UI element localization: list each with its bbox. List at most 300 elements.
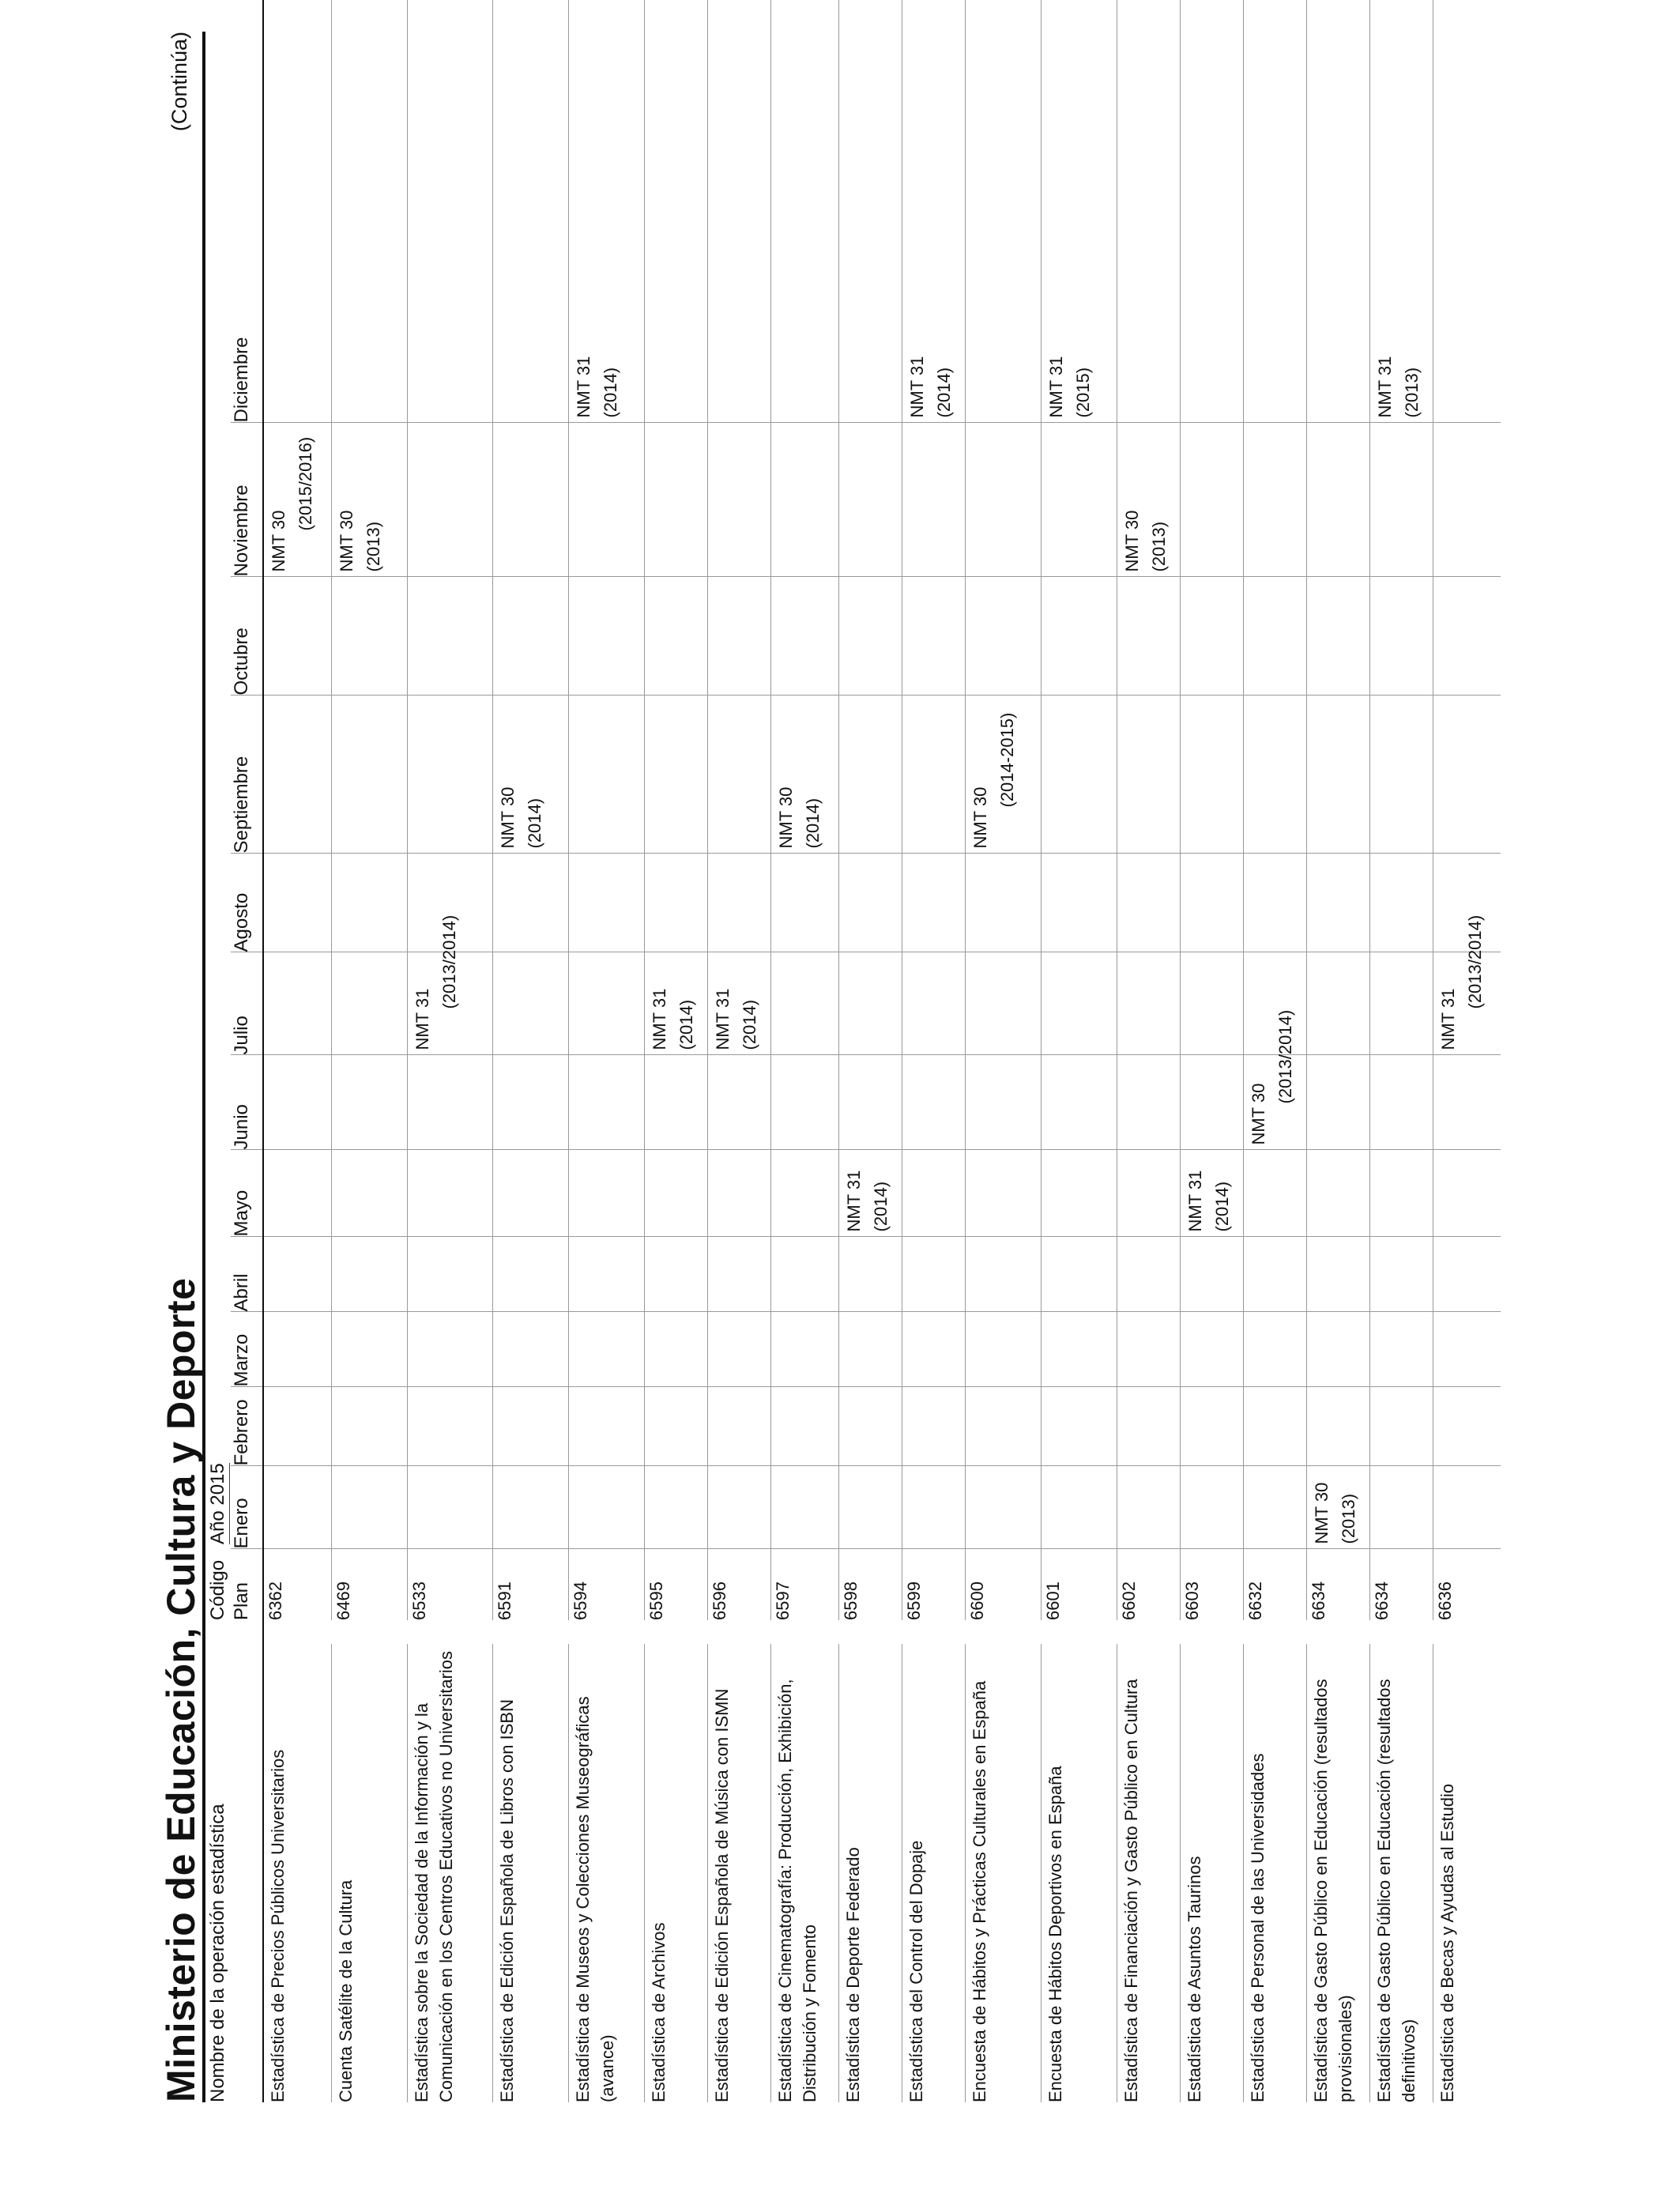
month-cell xyxy=(838,1387,902,1466)
month-cell xyxy=(568,1237,644,1312)
month-cell xyxy=(1117,1387,1180,1466)
month-cell xyxy=(1433,1466,1501,1549)
month-header: Enero xyxy=(231,1466,263,1549)
month-cell xyxy=(1243,577,1306,696)
month-cell xyxy=(331,577,407,696)
month-cell xyxy=(407,1387,492,1466)
month-cell xyxy=(770,952,838,1055)
month-cell xyxy=(838,1150,902,1237)
month-cell xyxy=(1117,0,1180,423)
month-cell xyxy=(1306,854,1369,952)
month-header: Mayo xyxy=(231,1150,263,1237)
month-cell xyxy=(1041,1387,1117,1466)
month-cell xyxy=(568,577,644,696)
table-row xyxy=(1306,0,1369,2102)
month-cell xyxy=(1041,1150,1117,1237)
header-rule xyxy=(202,32,205,2102)
operation-name: Estadística de Archivos xyxy=(644,1644,707,2102)
col-codigo-header: Código xyxy=(207,1559,228,1620)
month-cell xyxy=(1306,1387,1369,1466)
month-cell xyxy=(492,1387,568,1466)
month-cell xyxy=(331,1466,407,1549)
month-cell xyxy=(263,854,331,952)
month-cell xyxy=(1306,696,1369,854)
month-cell xyxy=(568,1150,644,1237)
plan-code: 6603 xyxy=(1180,1549,1243,1620)
month-cell xyxy=(1369,1055,1433,1150)
month-cell xyxy=(407,1312,492,1387)
month-cell xyxy=(707,952,770,1055)
month-cell xyxy=(1041,1237,1117,1312)
month-cell xyxy=(492,696,568,854)
publication-norm: NMT 30 xyxy=(970,786,990,849)
month-cell xyxy=(838,854,902,952)
month-cell xyxy=(263,1312,331,1387)
table-row xyxy=(492,0,568,2102)
operation-name: Estadística de Asuntos Taurinos xyxy=(1180,1644,1243,2102)
table-row xyxy=(902,0,965,2102)
month-cell xyxy=(331,1387,407,1466)
month-cell xyxy=(1041,1055,1117,1150)
month-cell xyxy=(407,1150,492,1237)
month-header: Julio xyxy=(231,952,263,1055)
reference-period: (2014-2015) xyxy=(996,712,1017,808)
reference-period: (2013/2014) xyxy=(1464,914,1485,1009)
reference-period: (2013) xyxy=(1401,367,1422,418)
plan-code: 6533 xyxy=(407,1549,492,1620)
month-cell xyxy=(1117,854,1180,952)
month-cell xyxy=(770,1150,838,1237)
plan-code: 6634 xyxy=(1306,1549,1369,1620)
month-header: Junio xyxy=(231,1055,263,1150)
month-cell xyxy=(1041,1466,1117,1549)
month-cell xyxy=(902,1312,965,1387)
col-plan-header: Plan xyxy=(231,1581,252,1620)
publication-norm: NMT 31 xyxy=(412,988,432,1050)
table-row xyxy=(965,0,1041,2102)
month-cell xyxy=(331,1055,407,1150)
month-cell xyxy=(263,952,331,1055)
month-cell xyxy=(1243,696,1306,854)
month-cell xyxy=(1243,1466,1306,1549)
month-cell xyxy=(770,0,838,423)
month-cell xyxy=(492,1237,568,1312)
month-cell xyxy=(644,1150,707,1237)
month-cell xyxy=(1243,1312,1306,1387)
month-cell xyxy=(1369,1387,1433,1466)
month-cell xyxy=(1117,1237,1180,1312)
publication-norm: NMT 30 xyxy=(1248,1083,1268,1145)
month-cell xyxy=(1306,952,1369,1055)
month-cell xyxy=(331,0,407,423)
month-header: Octubre xyxy=(231,577,263,696)
month-cell xyxy=(1180,1466,1243,1549)
month-cell xyxy=(707,854,770,952)
reference-period: (2013) xyxy=(1148,521,1169,572)
month-cell xyxy=(644,1466,707,1549)
table-row xyxy=(1041,0,1117,2102)
month-cell xyxy=(1117,952,1180,1055)
month-header: Marzo xyxy=(231,1312,263,1387)
operation-name: Estadística de Museos y Colecciones Museográficas (avance) xyxy=(568,1644,644,2102)
month-cell xyxy=(902,1237,965,1312)
month-cell xyxy=(407,696,492,854)
month-cell xyxy=(492,1150,568,1237)
month-cell xyxy=(902,1387,965,1466)
month-cell xyxy=(1369,696,1433,854)
reference-period: (2013) xyxy=(1338,1493,1358,1544)
reference-period: (2014) xyxy=(739,999,759,1050)
month-cell xyxy=(838,577,902,696)
month-cell xyxy=(263,1237,331,1312)
month-cell xyxy=(1117,1466,1180,1549)
plan-code: 6598 xyxy=(838,1549,902,1620)
operation-name: Estadística de Becas y Ayudas al Estudio xyxy=(1433,1644,1501,2102)
reference-period: (2014) xyxy=(802,797,823,849)
month-cell xyxy=(331,854,407,952)
month-cell xyxy=(707,1466,770,1549)
header-row-2 xyxy=(231,0,263,2102)
month-cell xyxy=(1180,1055,1243,1150)
month-cell xyxy=(1306,577,1369,696)
month-cell xyxy=(1180,1237,1243,1312)
table-row xyxy=(1369,0,1433,2102)
month-cell xyxy=(331,1312,407,1387)
plan-code: 6634 xyxy=(1369,1549,1433,1620)
operation-name: Estadística de Gasto Público en Educación (resultados definitivos) xyxy=(1369,1644,1433,2102)
reference-period: (2015/2016) xyxy=(296,436,316,531)
month-cell xyxy=(1433,1150,1501,1237)
month-cell xyxy=(644,1237,707,1312)
operation-name: Cuenta Satélite de la Cultura xyxy=(331,1644,407,2102)
month-cell xyxy=(1041,952,1117,1055)
reference-period: (2015) xyxy=(1072,367,1093,418)
plan-code: 6601 xyxy=(1041,1549,1117,1620)
operation-name: Estadística de Edición Española de Música con ISMN xyxy=(707,1644,770,2102)
month-cell xyxy=(1180,696,1243,854)
plan-code: 6594 xyxy=(568,1549,644,1620)
month-cell xyxy=(770,854,838,952)
month-cell xyxy=(838,1312,902,1387)
publication-norm: NMT 31 xyxy=(1374,356,1395,418)
month-cell xyxy=(1369,854,1433,952)
month-cell xyxy=(902,1466,965,1549)
month-cell xyxy=(1369,0,1433,423)
month-cell xyxy=(263,1150,331,1237)
month-cell xyxy=(644,854,707,952)
month-cell xyxy=(1180,952,1243,1055)
publication-norm: NMT 31 xyxy=(649,988,669,1050)
month-cell xyxy=(331,952,407,1055)
month-cell xyxy=(965,577,1041,696)
month-cell xyxy=(770,423,838,577)
month-cell xyxy=(1180,423,1243,577)
operation-name: Estadística de Cinematografía: Producción, Exhibición, Distribución y Fomento xyxy=(770,1644,838,2102)
month-cell xyxy=(1433,1312,1501,1387)
month-cell xyxy=(331,1237,407,1312)
month-cell xyxy=(331,1150,407,1237)
month-cell xyxy=(838,1466,902,1549)
page-title: Ministerio de Educación, Cultura y Deporte xyxy=(159,1277,203,2102)
month-cell xyxy=(770,1055,838,1150)
table-row xyxy=(1117,0,1180,2102)
operation-name: Estadística de Gasto Público en Educación (resultados provisionales) xyxy=(1306,1644,1369,2102)
month-header: Diciembre xyxy=(231,0,263,423)
table-row xyxy=(1433,0,1501,2102)
month-cell xyxy=(1117,1055,1180,1150)
table-row xyxy=(331,0,407,2102)
month-cell xyxy=(331,423,407,577)
month-cell xyxy=(1369,423,1433,577)
plan-code: 6591 xyxy=(492,1549,568,1620)
month-cell xyxy=(568,696,644,854)
month-cell xyxy=(1369,577,1433,696)
month-cell xyxy=(1369,1150,1433,1237)
month-cell xyxy=(568,854,644,952)
month-cell xyxy=(1306,1237,1369,1312)
month-cell xyxy=(707,1055,770,1150)
reference-period: (2013) xyxy=(363,521,383,572)
month-cell xyxy=(707,577,770,696)
month-cell xyxy=(263,1466,331,1549)
month-cell xyxy=(1243,1009,1306,1150)
month-cell xyxy=(1243,1150,1306,1237)
month-cell xyxy=(1117,577,1180,696)
month-cell xyxy=(644,423,707,577)
plan-code: 6595 xyxy=(644,1549,707,1620)
month-cell xyxy=(902,1150,965,1237)
month-cell xyxy=(965,423,1041,577)
month-cell xyxy=(1306,0,1369,423)
month-cell xyxy=(492,0,568,423)
month-cell xyxy=(263,1055,331,1150)
month-cell xyxy=(407,914,492,1055)
month-cell xyxy=(965,1055,1041,1150)
month-cell xyxy=(1243,854,1306,952)
month-cell xyxy=(838,0,902,423)
month-cell xyxy=(1306,1466,1369,1549)
month-cell xyxy=(1041,0,1117,423)
reference-period: (2014) xyxy=(676,999,696,1050)
plan-code: 6597 xyxy=(770,1549,838,1620)
month-cell xyxy=(965,1466,1041,1549)
month-cell xyxy=(1369,1237,1433,1312)
publication-norm: NMT 31 xyxy=(712,988,733,1050)
table-row xyxy=(838,0,902,2102)
month-cell xyxy=(1433,1055,1501,1150)
plan-code: 6636 xyxy=(1433,1549,1501,1620)
month-header: Agosto xyxy=(231,854,263,952)
month-cell xyxy=(407,0,492,423)
month-cell xyxy=(263,1387,331,1466)
month-cell xyxy=(707,1237,770,1312)
month-cell xyxy=(1041,854,1117,952)
month-header: Febrero xyxy=(231,1387,263,1466)
month-cell xyxy=(1117,1150,1180,1237)
month-cell xyxy=(1433,914,1501,1055)
publication-norm: NMT 31 xyxy=(1437,988,1458,1050)
month-cell xyxy=(902,854,965,952)
month-cell xyxy=(770,1466,838,1549)
plan-code: 6632 xyxy=(1243,1549,1306,1620)
month-cell xyxy=(1180,0,1243,423)
month-cell xyxy=(568,423,644,577)
reference-period: (2014) xyxy=(524,797,544,849)
month-cell xyxy=(838,423,902,577)
month-cell xyxy=(965,696,1041,854)
month-cell xyxy=(492,577,568,696)
month-cell xyxy=(568,1466,644,1549)
publication-norm: NMT 31 xyxy=(1185,1170,1205,1232)
month-cell xyxy=(838,1237,902,1312)
month-cell xyxy=(263,0,331,423)
month-cell xyxy=(1180,1312,1243,1387)
plan-code: 6362 xyxy=(263,1549,331,1620)
month-cell xyxy=(965,0,1041,423)
col-nombre-header: Nombre de la operación estadística xyxy=(207,1804,228,2102)
month-cell xyxy=(1117,423,1180,577)
month-cell xyxy=(965,1237,1041,1312)
publication-norm: NMT 30 xyxy=(1121,510,1142,572)
month-cell xyxy=(407,1237,492,1312)
month-cell xyxy=(1180,1150,1243,1237)
month-cell xyxy=(770,1387,838,1466)
operation-name: Estadística de Precios Públicos Universitarios xyxy=(263,1644,331,2102)
operation-name: Encuesta de Hábitos y Prácticas Culturales en España xyxy=(965,1644,1041,2102)
month-cell xyxy=(1243,0,1306,423)
month-cell xyxy=(1369,1466,1433,1549)
month-cell xyxy=(707,0,770,423)
month-cell xyxy=(707,1312,770,1387)
reference-period: (2014) xyxy=(933,367,954,418)
month-cell xyxy=(644,577,707,696)
rotated-page xyxy=(150,32,1652,2102)
publication-norm: NMT 30 xyxy=(497,786,518,849)
month-cell xyxy=(1433,1237,1501,1312)
operation-name: Estadística sobre la Sociedad de la Información y la Comunicación en los Centros Educativos no Universitarios xyxy=(407,1644,492,2102)
month-cell xyxy=(770,1312,838,1387)
month-cell xyxy=(1180,1387,1243,1466)
publication-norm: NMT 31 xyxy=(573,356,593,418)
operation-name: Encuesta de Hábitos Deportivos en España xyxy=(1041,1644,1117,2102)
month-cell xyxy=(492,1055,568,1150)
month-cell xyxy=(1180,854,1243,952)
month-cell xyxy=(1117,696,1180,854)
plan-code: 6599 xyxy=(902,1549,965,1620)
month-cell xyxy=(1243,1387,1306,1466)
publication-norm: NMT 30 xyxy=(269,510,288,572)
month-cell xyxy=(644,696,707,854)
table-row xyxy=(407,0,492,2102)
reference-period: (2014) xyxy=(870,1181,891,1232)
month-cell xyxy=(1041,577,1117,696)
month-cell xyxy=(965,952,1041,1055)
month-cell xyxy=(407,423,492,577)
month-cell xyxy=(838,696,902,854)
month-cell xyxy=(902,696,965,854)
schedule-table xyxy=(207,0,1501,2102)
reference-period: (2013/2014) xyxy=(1275,1009,1295,1104)
month-cell xyxy=(965,1387,1041,1466)
month-cell xyxy=(770,1237,838,1312)
month-cell xyxy=(492,1312,568,1387)
month-header: Abril xyxy=(231,1237,263,1312)
operation-name: Estadística de Edición Española de Libros con ISBN xyxy=(492,1644,568,2102)
month-cell xyxy=(1041,696,1117,854)
reference-period: (2014) xyxy=(1211,1181,1232,1232)
month-cell xyxy=(965,1150,1041,1237)
month-cell xyxy=(568,1387,644,1466)
plan-code: 6602 xyxy=(1117,1549,1180,1620)
month-cell xyxy=(644,0,707,423)
month-cell xyxy=(1433,1387,1501,1466)
month-cell xyxy=(407,1466,492,1549)
operation-name: Estadística de Financiación y Gasto Público en Cultura xyxy=(1117,1644,1180,2102)
month-cell xyxy=(707,423,770,577)
plan-code: 6469 xyxy=(331,1549,407,1620)
month-cell xyxy=(1041,1312,1117,1387)
month-cell xyxy=(1306,1150,1369,1237)
publication-norm: NMT 31 xyxy=(906,356,927,418)
month-cell xyxy=(838,952,902,1055)
month-cell xyxy=(568,0,644,423)
month-cell xyxy=(707,1387,770,1466)
month-cell xyxy=(568,1312,644,1387)
operation-name: Estadística del Control del Dopaje xyxy=(902,1644,965,2102)
table-row xyxy=(568,0,644,2102)
month-cell xyxy=(1243,1237,1306,1312)
month-cell xyxy=(1041,423,1117,577)
month-cell xyxy=(1369,952,1433,1055)
month-cell xyxy=(644,1055,707,1150)
plan-code: 6596 xyxy=(707,1549,770,1620)
publication-norm: NMT 30 xyxy=(1311,1482,1332,1544)
plan-code: 6600 xyxy=(965,1549,1041,1620)
month-cell xyxy=(1433,696,1501,854)
month-cell xyxy=(644,1312,707,1387)
month-cell xyxy=(263,696,331,854)
reference-period: (2014) xyxy=(600,367,620,418)
reference-period: (2013/2014) xyxy=(439,914,459,1009)
month-cell xyxy=(1433,577,1501,696)
month-header: Noviembre xyxy=(231,423,263,577)
month-cell xyxy=(1243,423,1306,577)
month-cell xyxy=(263,577,331,696)
month-cell xyxy=(1306,423,1369,577)
month-header: Septiembre xyxy=(231,696,263,854)
table-body xyxy=(263,0,1501,2102)
month-cell xyxy=(1369,1312,1433,1387)
publication-norm: NMT 31 xyxy=(1045,356,1066,418)
month-cell xyxy=(1433,423,1501,577)
table-row xyxy=(707,0,770,2102)
month-cell xyxy=(770,577,838,696)
publication-norm: NMT 30 xyxy=(775,786,796,849)
month-cell xyxy=(1306,1312,1369,1387)
month-cell xyxy=(644,1387,707,1466)
month-cell xyxy=(965,854,1041,952)
month-cell xyxy=(407,577,492,696)
month-cell xyxy=(902,577,965,696)
month-cell xyxy=(1433,0,1501,423)
table-row xyxy=(1180,0,1243,2102)
month-cell xyxy=(902,952,965,1055)
month-cell xyxy=(1306,1055,1369,1150)
month-cell xyxy=(770,696,838,854)
month-cell xyxy=(568,1055,644,1150)
continued-label: (Continúa) xyxy=(168,32,191,132)
month-cell xyxy=(644,952,707,1055)
